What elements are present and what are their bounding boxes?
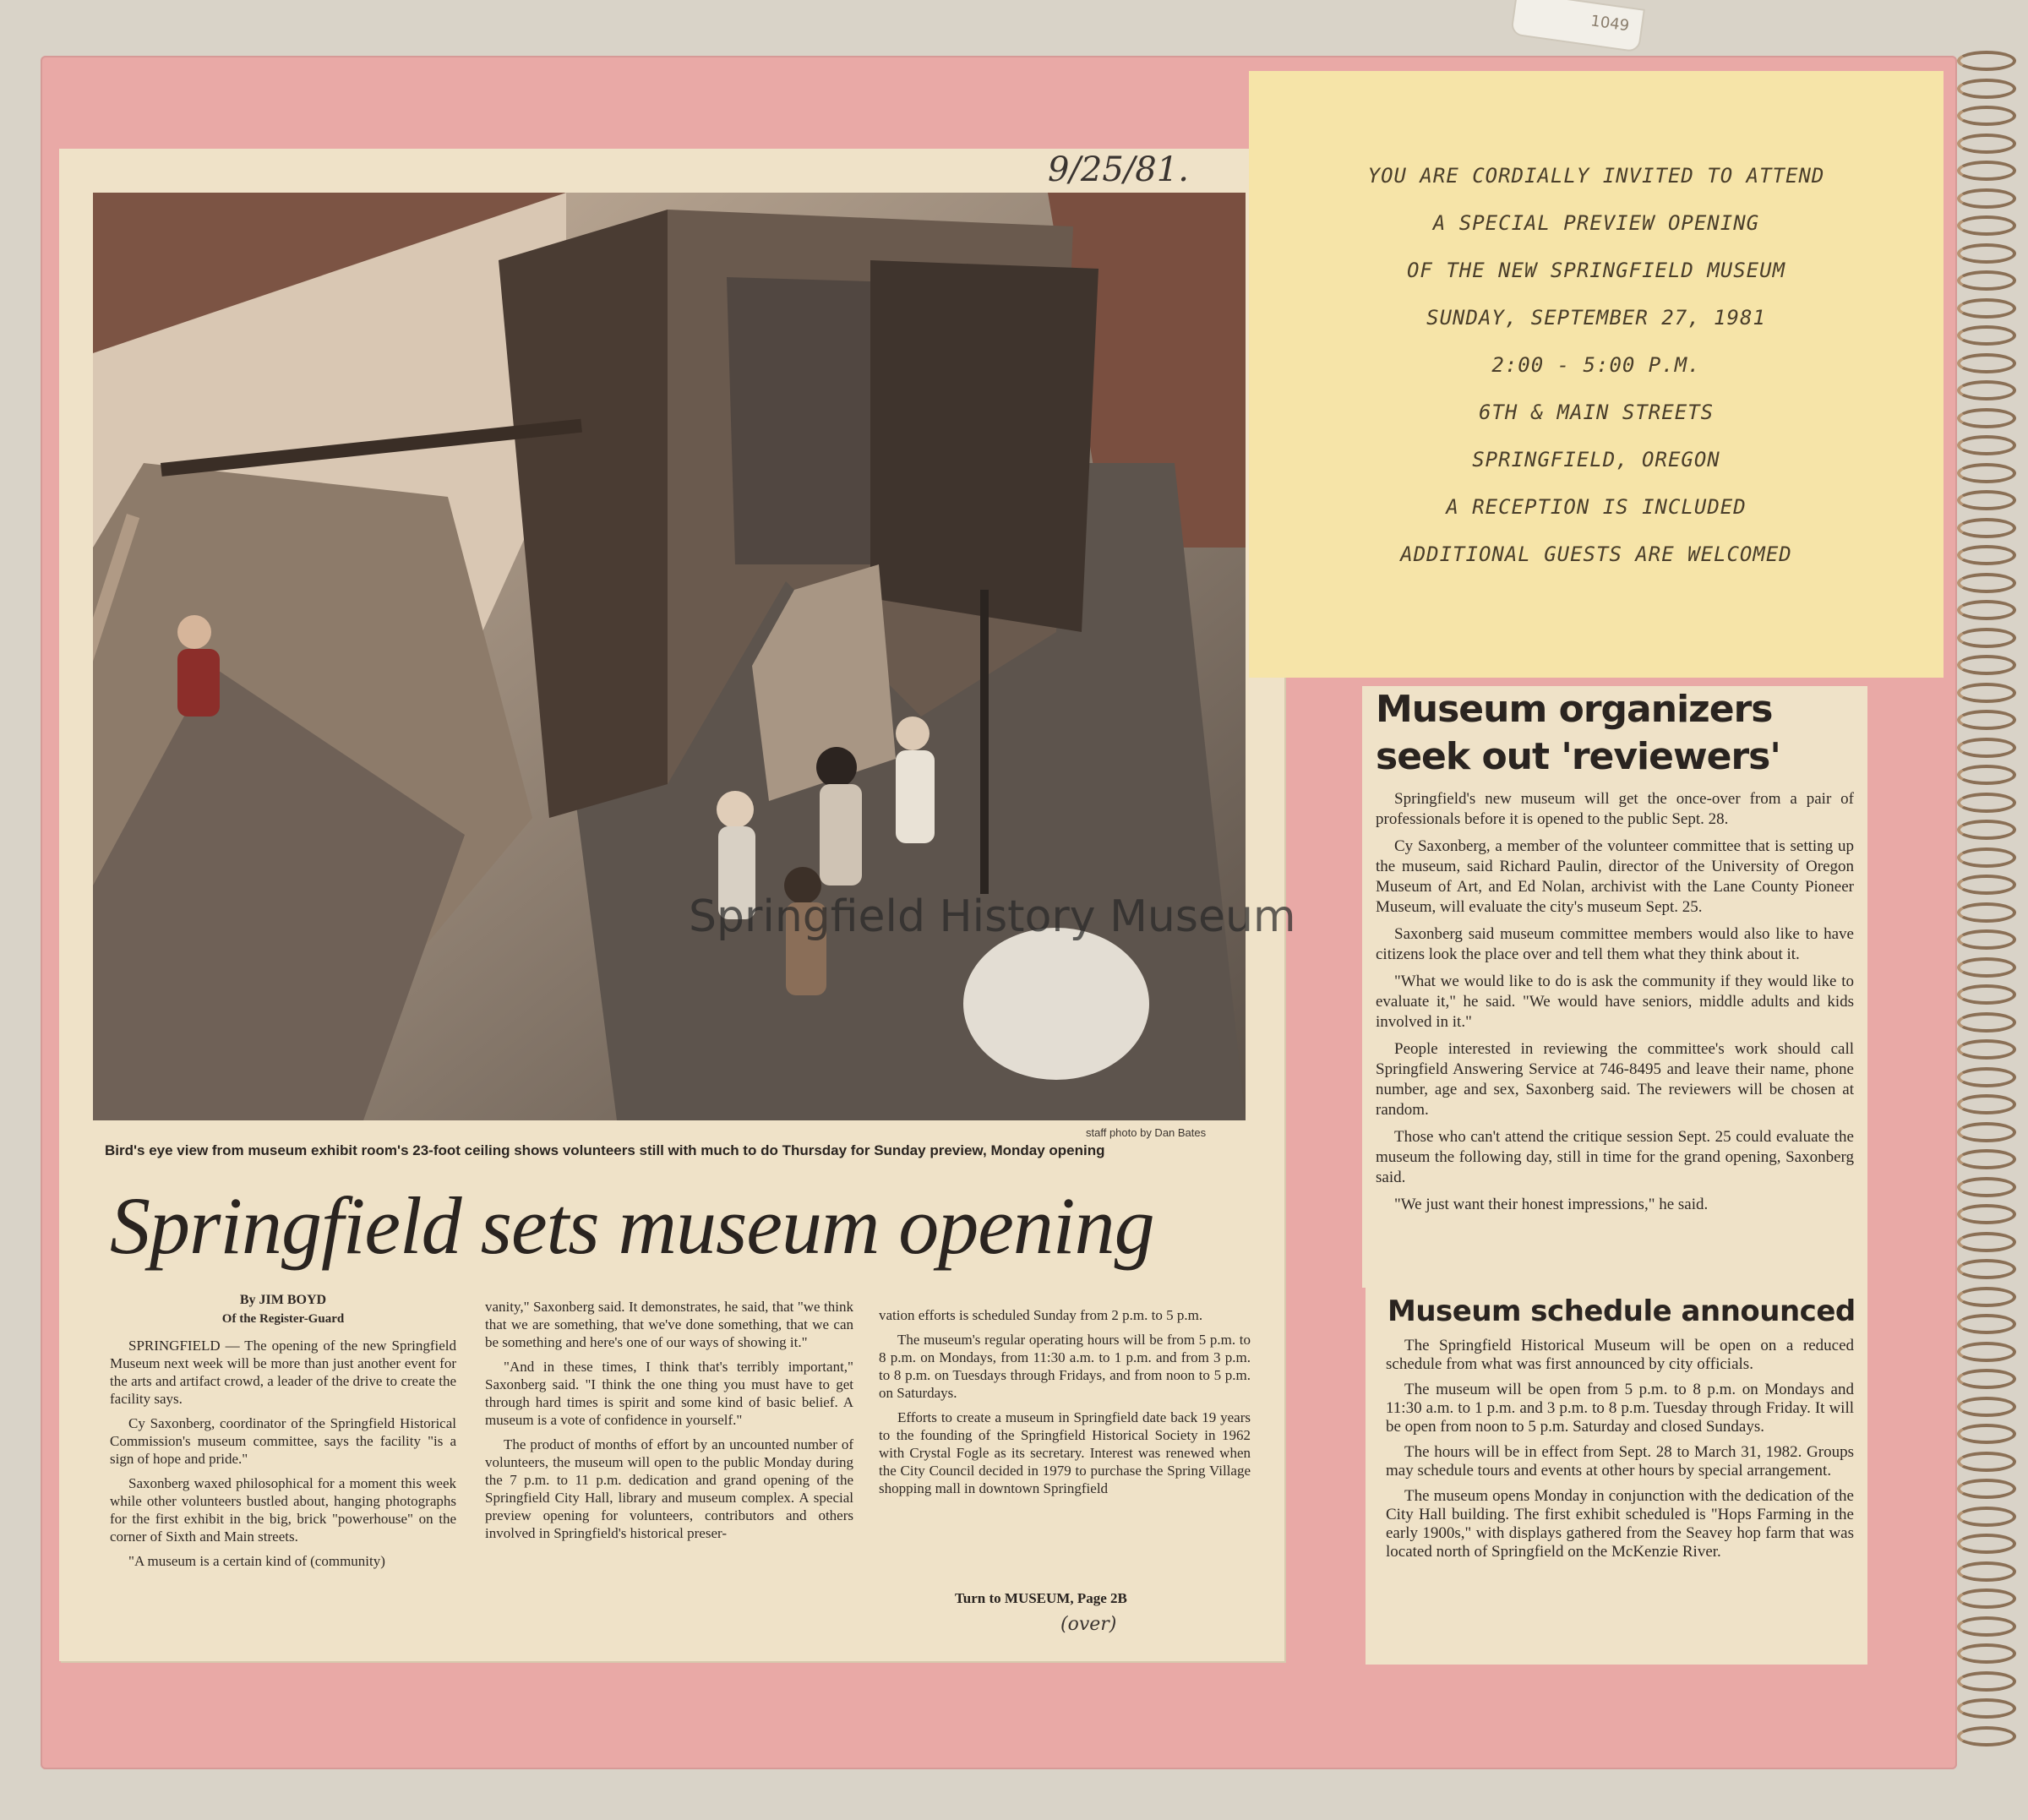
spiral-ring: [1957, 683, 2016, 703]
schedule-body: [1386, 1337, 1854, 1568]
article-paragraph: Efforts to create a museum in Springfield date back 19 years to the founding of the Springfield Historical Society in 1962 with Crystal Fogle as its secretary. Interest was renewed when the City Council decided in 1979 to purchase the Spring Village shopping mall in downtown Springfield: [879, 1409, 1251, 1496]
spiral-ring: [1957, 738, 2016, 758]
spiral-ring: [1957, 600, 2016, 620]
article-paragraph: The hours will be in effect from Sept. 28 to March 31, 1982. Groups may schedule tours and events at other hours by special arrangement.: [1386, 1443, 1854, 1479]
spiral-ring: [1957, 1232, 2016, 1252]
watermark: Springfield History Museum: [689, 891, 1296, 942]
catalog-tag: [1510, 0, 1645, 52]
spiral-ring: [1957, 1149, 2016, 1169]
spiral-ring: [1957, 1369, 2016, 1389]
invitation-line: SPRINGFIELD, OREGON: [1472, 448, 1720, 471]
invitation-line: SUNDAY, SEPTEMBER 27, 1981: [1426, 306, 1766, 330]
spiral-ring: [1957, 463, 2016, 483]
spiral-ring: [1957, 1479, 2016, 1499]
spiral-ring: [1957, 106, 2016, 126]
invitation-line: OF THE NEW SPRINGFIELD MUSEUM: [1406, 259, 1786, 282]
spiral-ring: [1957, 1507, 2016, 1527]
handwritten-over-note: (over): [1060, 1614, 1117, 1635]
reviewers-clipping: [1362, 686, 1867, 1288]
reviewers-headline: [1376, 686, 1780, 781]
museum-interior-photo: [93, 193, 1246, 1120]
spiral-ring: [1957, 243, 2016, 264]
spiral-ring: [1957, 1314, 2016, 1334]
spiral-ring: [1957, 188, 2016, 209]
byline: By JIM BOYD: [239, 1293, 327, 1307]
spiral-ring: [1957, 1616, 2016, 1637]
article-paragraph: vation efforts is scheduled Sunday from 2 p.m. to 5 p.m.: [879, 1307, 1203, 1323]
article-paragraph: "What we would like to do is ask the community if they would like to evaluate it," he said. "We would have seniors, middle adults and kids involved in it.": [1376, 973, 1854, 1031]
schedule-headline: Museum schedule announced: [1387, 1294, 1856, 1328]
spiral-ring: [1957, 1177, 2016, 1197]
article-paragraph: Those who can't attend the critique session Sept. 25 could evaluate the museum the following day, still in time for the grand opening, Saxonberg said.: [1376, 1128, 1854, 1186]
spiral-ring: [1957, 435, 2016, 455]
continuation-line: Turn to MUSEUM, Page 2B: [955, 1590, 1127, 1606]
photo-credit: staff photo by Dan Bates: [1086, 1126, 1207, 1139]
article-paragraph: "A museum is a certain kind of (community): [128, 1553, 385, 1569]
spiral-ring: [1957, 408, 2016, 428]
spiral-ring: [1957, 1094, 2016, 1114]
article-column-2: [485, 1298, 853, 1549]
article-paragraph: People interested in reviewing the committee's work should call Springfield Answering Service at 746-8495 and leave their name, phone number, age and sex, Saxonberg said. The reviewers will be chosen at random.: [1376, 1040, 1854, 1119]
reviewers-body: [1376, 789, 1854, 1222]
spiral-ring: [1957, 929, 2016, 950]
spiral-ring: [1957, 793, 2016, 813]
spiral-ring: [1957, 518, 2016, 538]
article-paragraph: Cy Saxonberg, coordinator of the Springfield Historical Commission's museum committee, says the facility "is a sign of hope and pride.": [110, 1415, 456, 1467]
spiral-ring: [1957, 1424, 2016, 1444]
spiral-ring: [1957, 1259, 2016, 1279]
spiral-ring: [1957, 1397, 2016, 1417]
invitation-line: ADDITIONAL GUESTS ARE WELCOMED: [1400, 542, 1792, 566]
spiral-ring: [1957, 1588, 2016, 1609]
spiral-ring: [1957, 573, 2016, 593]
invitation-line: 2:00 - 5:00 P.M.: [1491, 353, 1701, 377]
spiral-ring: [1957, 490, 2016, 510]
article-paragraph: The product of months of effort by an uncounted number of volunteers, the museum will open to the public Monday during the 7 p.m. to 11 p.m. dedication and grand opening of the Springfield City Hall, library and museum complex. A special preview opening for volunteers, contributors and others involved in Springfield's historical preser-: [485, 1436, 853, 1541]
spiral-ring: [1957, 765, 2016, 785]
article-paragraph: "We just want their honest impressions," he said.: [1394, 1196, 1709, 1213]
article-paragraph: "And in these times, I think that's terribly important," Saxonberg said. "I think the one thing you must have to get through hard times is spirit and some kind of basic belief. A museum is a vote of confidence in yourself.": [485, 1359, 853, 1428]
article-paragraph: The Springfield Historical Museum will be open on a reduced schedule from what was first announced by city officials.: [1386, 1337, 1854, 1373]
spiral-ring: [1957, 134, 2016, 154]
reviewers-headline-line-2: seek out 'reviewers': [1376, 735, 1780, 778]
spiral-ring: [1957, 1204, 2016, 1224]
spiral-ring: [1957, 1561, 2016, 1582]
spiral-ring: [1957, 655, 2016, 675]
spiral-ring: [1957, 847, 2016, 868]
spiral-ring: [1957, 1122, 2016, 1142]
article-paragraph: Springfield's new museum will get the once-over from a pair of professionals before it is opened to the public Sept. 28.: [1376, 790, 1854, 828]
schedule-clipping: [1366, 1284, 1867, 1665]
spiral-ring: [1957, 1039, 2016, 1060]
article-column-1: [110, 1291, 456, 1577]
spiral-ring: [1957, 353, 2016, 373]
byline-org: Of the Register-Guard: [221, 1312, 345, 1326]
main-headline: Springfield sets museum opening: [110, 1180, 1154, 1271]
handwritten-date: 9/25/81.: [1048, 150, 1189, 189]
spiral-ring: [1957, 1342, 2016, 1362]
news-photo: [93, 193, 1246, 1120]
spiral-ring: [1957, 984, 2016, 1005]
article-paragraph: vanity," Saxonberg said. It demonstrates, he said, that "we think that we are something, that we've done something, that we can be something and here's one of our ways of showing it.": [485, 1299, 853, 1350]
spiral-ring: [1957, 79, 2016, 99]
spiral-ring: [1957, 1643, 2016, 1664]
spiral-ring: [1957, 710, 2016, 730]
spiral-ring: [1957, 380, 2016, 401]
spiral-ring: [1957, 298, 2016, 319]
article-paragraph: Cy Saxonberg, a member of the volunteer committee that is setting up the museum, said Richard Paulin, director of the University of Oregon Museum of Art, and Ed Nolan, archivist with the Lane County Pioneer Museum, will evaluate the city's museum Sept. 25.: [1376, 837, 1854, 916]
spiral-ring: [1957, 1534, 2016, 1554]
article-column-3: [879, 1306, 1251, 1504]
spiral-ring: [1957, 628, 2016, 648]
spiral-ring: [1957, 875, 2016, 895]
spiral-ring: [1957, 1726, 2016, 1746]
spiral-ring: [1957, 545, 2016, 565]
catalog-tag-number: 1049: [1589, 12, 1631, 35]
spiral-ring: [1957, 1067, 2016, 1087]
spiral-ring: [1957, 1698, 2016, 1719]
article-paragraph: Saxonberg waxed philosophical for a moment this week while other volunteers bustled about, hanging photographs for the first exhibit in the big, brick "powerhouse" on the corner of Sixth and Main streets.: [110, 1475, 456, 1545]
invitation-line: A RECEPTION IS INCLUDED: [1446, 495, 1747, 519]
spiral-ring: [1957, 902, 2016, 923]
article-paragraph: The museum opens Monday in conjunction with the dedication of the City Hall building. The first exhibit scheduled is "Hops Farming in the early 1900s," with displays gathered from the Seavey hop farm that was located north of Springfield on the McKenzie River.: [1386, 1487, 1854, 1561]
invitation-line: 6TH & MAIN STREETS: [1478, 401, 1715, 424]
spiral-ring: [1957, 820, 2016, 840]
spiral-ring: [1957, 270, 2016, 291]
spiral-ring: [1957, 325, 2016, 346]
article-paragraph: The museum will be open from 5 p.m. to 8 p.m. on Mondays and 11:30 a.m. to 1 p.m. and 3 p.m. to 8 p.m. Tuesday through Friday. It will be open from noon to 5 p.m. Saturday and closed Sundays.: [1386, 1381, 1854, 1436]
spiral-ring: [1957, 161, 2016, 181]
invitation-line: A SPECIAL PREVIEW OPENING: [1432, 211, 1760, 235]
spiral-ring: [1957, 215, 2016, 236]
article-paragraph: The museum's regular operating hours will be from 5 p.m. to 8 p.m. on Mondays, from 11:30 a.m. to 1 p.m. and from 3 p.m. to 8 p.m. on Tuesdays through Fridays, and from noon to 5 p.m. on Saturdays.: [879, 1332, 1251, 1401]
invitation-line: YOU ARE CORDIALLY INVITED TO ATTEND: [1367, 164, 1825, 188]
article-paragraph: SPRINGFIELD — The opening of the new Springfield Museum next week will be more than just another event for the arts and artifact crowd, a leader of the drive to create the facility says.: [110, 1338, 456, 1407]
photo-caption: Bird's eye view from museum exhibit room's 23-foot ceiling shows volunteers still with much to do Thursday for Sunday preview, Monday opening: [105, 1142, 1105, 1158]
article-paragraph: Saxonberg said museum committee members would also like to have citizens look the place over and tell them what they think about it.: [1376, 925, 1854, 963]
spiral-ring: [1957, 1012, 2016, 1033]
reviewers-headline-line-1: Museum organizers: [1376, 688, 1773, 731]
spiral-ring: [1957, 957, 2016, 978]
spiral-ring: [1957, 1452, 2016, 1472]
spiral-ring: [1957, 1287, 2016, 1307]
spiral-ring: [1957, 1671, 2016, 1692]
spiral-binding: [1952, 51, 2028, 1774]
invitation-card: [1249, 71, 1944, 678]
spiral-ring: [1957, 51, 2016, 71]
